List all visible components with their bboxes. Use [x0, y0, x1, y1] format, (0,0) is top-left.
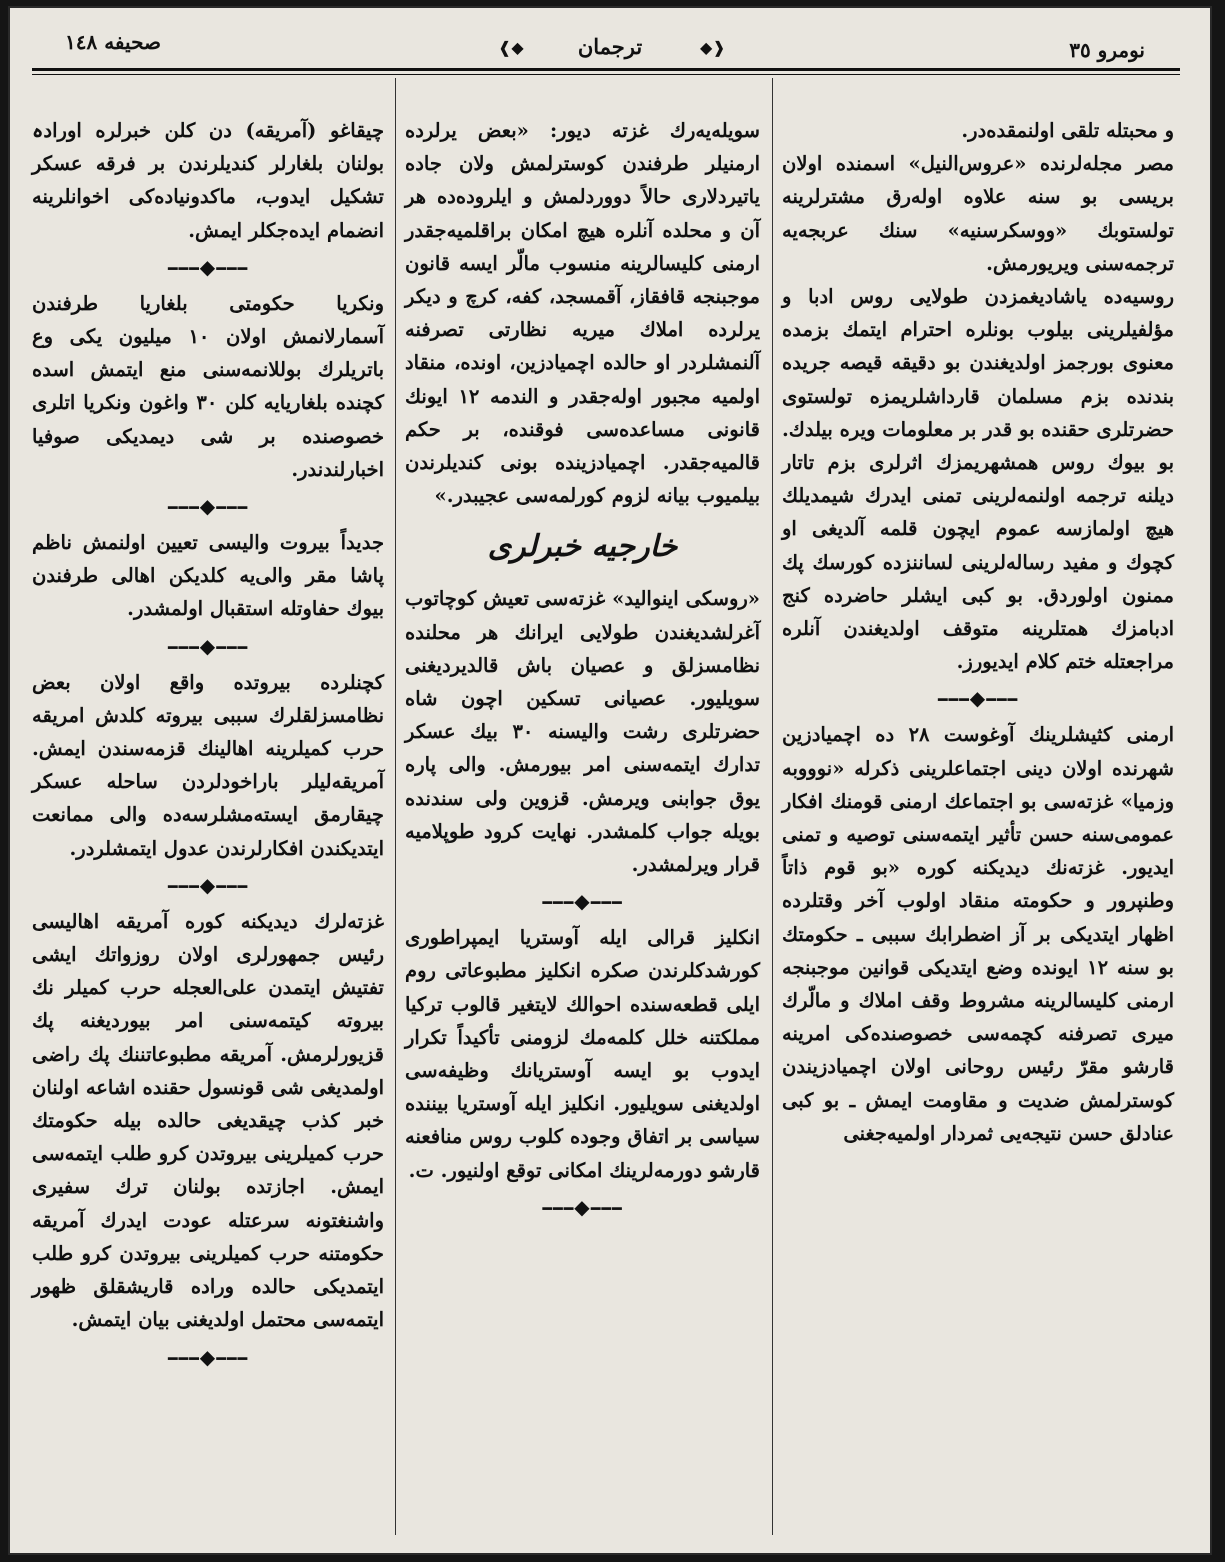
article-paragraph: جدیداً بیروت والیسی تعیین اولنمش ناظم پاشا مقر والی‌یه کلدیکن اهالی طرفندن بیوك حفاوتله استقبال اولمشدر. [32, 531, 384, 621]
article-paragraph: «روسکی اینوالید» غزته‌سی تعیش کوچاتوب آغرلشدیغندن طولایی ایرانك هر محلنده نظامسزلق و عصیان باش قالدیردیغنی سویلیور. عصیانی تسکین اچون شاه حضرتلری رشت والیسنه ٣٠ بیك عسکر تدارك ایتمه‌سنی امر بیورمش. والی پاره یوق جوابنی ویرمش. قزوین ولی سندنده بویله جواب کلمشدر. نهایت کرود طوپلامیه قرار ویرلمشدر. [405, 587, 760, 877]
section-separator: ━━━◆━━━ [542, 1194, 623, 1219]
page-number: صحیفه ١٤٨ [65, 30, 161, 54]
article-paragraph: انکلیز قرالی ایله آوستریا ایمپراطوری کورشدکلرندن صکره انکلیز مطبوعاتی روم ایلی قطعه‌سنده احوالك لایتغیر قالوب ترکیا مملکتنه خلل کلمه‌مك لزومنی تأکیداً تکرار ایدوب بو ایسه آوستریانك وظیفه‌سی اولدیغنی سویلیور. انکلیز ایله آوستریا بیننده سیاسی بر اتفاق وجوده کلوب روس منافعنه قارشو دورمه‌لرینك امکانی توقع اولنیور. ت. [405, 926, 760, 1182]
section-separator: ━━━◆━━━ [167, 872, 249, 897]
article-paragraph: روسیه‌ده یاشادیغمزدن طولایی روس ادبا و مؤلفیلرینی بیلوب بونلره احترام ایتمك بزمده معنوی بورجمز اولدیغندن بو دقیقه قیصه جریده بندنده بزم مسلمان قارداشلریمزه تولستوی حضرتلری حقنده بو قدر بر معلومات ویره بیلدك. بو بیوك روس همشهریمزك اثرلری بزم تاتار دیلنه ترجمه اولنمه‌لرینی تمنی ایدرك شیمدیلك هیچ اولمازسه عموم ایچون قلمه آلدیغی او کچوك و مفید رساله‌لرینی لساننزده کورسك پك ممنون اولوردق. بو کبی ایشلر حاضرده کنج ادبامزك همتلرینه متوقف اولدیغندن آنلره مراجعتله ختم کلام ایدیورز. [782, 285, 1174, 674]
section-separator: ━━━◆━━━ [542, 889, 623, 914]
article-paragraph: غزته‌لرك دیدیکنه کوره آمریقه اهالیسی رئیس جمهورلری اولان روزواتك ایشی تفتیش ایتمدن علی‌العجله حرب کمیلر نك بیروته کیتمه‌سنی امر بیوردیغنه پك قزیورلرمش. آمریقه مطبوعاتننك پك راضی اولمدیغی شی قونسول حقنده اشاعه اولنان خبر کذب چیقدیغی حالده بیله حکومتك حرب کمیلرینی بیروتدن کرو طلب ایتمه‌سی ایمش. اجازتده بولنان ترك سفیری واشنغتونه سرعتله عودت ایدرك آمریقه حکومتنه حرب کمیلرینی بیروتدن کرو طلب ایتمدیکی حالده وراده قاریشقلق ظهور ایتمه‌سی محتمل اولدیغنی بیان ایتمش. [32, 909, 384, 1332]
section-separator: ━━━◆━━━ [167, 1344, 249, 1369]
section-separator: ━━━◆━━━ [167, 494, 249, 519]
header-rule-thin [32, 74, 1180, 75]
article-paragraph: و محبتله تلقی اولنمقده‌در. [961, 119, 1174, 142]
section-separator: ━━━◆━━━ [167, 254, 249, 279]
article-paragraph: مصر مجله‌لرنده «عروس‌النیل» اسمنده اولان بریسی بو سنه علاوه اوله‌رق مشترلرینه تولستوبك «ووسکرسنیه» سنك عربجه‌یه ترجمه‌سنی ویریورمش. [782, 152, 1174, 275]
article-paragraph: سویله‌یه‌رك غزته دیور: «بعض یرلرده ارمنیلر طرفندن کوسترلمش ولان جاده یاتیردلاری حالاً دووردلمش و ایلروده‌ده هر آن و محلده آنلره هیچ امکان براقلمیه‌جقدر ارمنی کلیسالرینه منسوب مالّر ایسه قانون موجبنجه قافقاز، آقمسجد، کفه، کرچ و دیکر یرلرده املاك میریه نظارتی تصرفنه آلنمشلردر او حالده اچمیادزین، اونده، منقاد اولمیه مجبور اوله‌جقدر و الندمه ١٢ ایونك قانونی مساعده‌سی فوقنده، بر حکم قالمیه‌جقدر. اچمیادزینده بونی کندیلرندن بیلمیوب بیانه لزوم کورلمه‌سی عجیبدر.» [405, 119, 760, 508]
column-divider [395, 78, 396, 1535]
section-heading: خارجیه خبرلری [487, 529, 678, 565]
page-header [10, 8, 1210, 70]
issue-number: نومرو ٣٥ [1069, 38, 1145, 62]
right-ornament-icon: ◆❱ [700, 38, 726, 57]
header-rule [32, 68, 1180, 71]
column-middle [405, 114, 760, 1227]
column-right [782, 114, 1174, 1150]
column-left [32, 114, 384, 1377]
section-separator: ━━━◆━━━ [167, 633, 249, 658]
article-paragraph: ونکریا حکومتی بلغاریا طرفندن آسمارلانمش اولان ١٠ میلیون یکی وع باتریلرك بوللانمه‌سنی منع ایتمش اسده کچنده بلغاریایه کلن ٣٠ واغون ونکریا اتلری خصوصنده بر شی دیمدیکی صوفیا اخبارلندندر. [32, 291, 384, 481]
left-ornament-icon: ❰◆ [498, 38, 524, 57]
article-paragraph: کچنلرده بیروتده واقع اولان بعض نظامسزلقلرك سببی بیروته کلدش امریقه حرب کمیلرینه اهالینك قزمه‌سندن ایمش. آمریقه‌لیلر باراخودلردن ساحله عسکر چیقارمق ایسته‌مشلرسه‌ده والی ممانعت ایتدیکندن افکارلرندن عدول ایتمشلردر. [32, 670, 384, 860]
column-divider [772, 78, 773, 1535]
section-separator: ━━━◆━━━ [937, 686, 1019, 711]
newspaper-title: ترجمان [577, 34, 643, 59]
article-paragraph: چیقاغو (آمریقه) دن کلن خبرلره اورادہ بولنان بلغارلر کندیلرندن بر فرقه عسکر تشکیل ایدوب، ماکدونیاده‌کی اخوانلرینه انضمام ایده‌جکلر ایمش. [32, 119, 384, 242]
article-paragraph: ارمنی کثیشلرینك آوغوست ٢٨ ده اچمیادزین شهرنده اولان دینی اجتماعلرینی ذکرله «نوووبه وزمیا» غزته‌سی بو اجتماعك ارمنی قومنك افکار عمومی‌سنه حسن تأثیر ایتمه‌سنی توصیه و تمنی ایدیور. غزته‌نك دیدیکنه کوره «بو قوم ذاتاً وطنپرور و حکومته منقاد اولوب آخر وقتلرده اظهار ایتدیکی بر آز اضطرابك سببی ـ حکومتك بو سنه ١٢ ایونده وضع ایتدیکی قوانین موجبنجه ارمنی کلیسالرینه مشروط وقف املاك و مالّرك میری تصرفنه کچمه‌سی خصوصنده‌کی امرینه قارشو مقرّ رئیس روحانی اولان اچمیادزیندن کوسترلمش ضدیت و مقاومت ایمش ـ بو کبی عنادلق حسن نتیجه‌یی ثمردار اولمیه‌جغنی [782, 723, 1174, 1145]
newspaper-page [10, 8, 1210, 1553]
